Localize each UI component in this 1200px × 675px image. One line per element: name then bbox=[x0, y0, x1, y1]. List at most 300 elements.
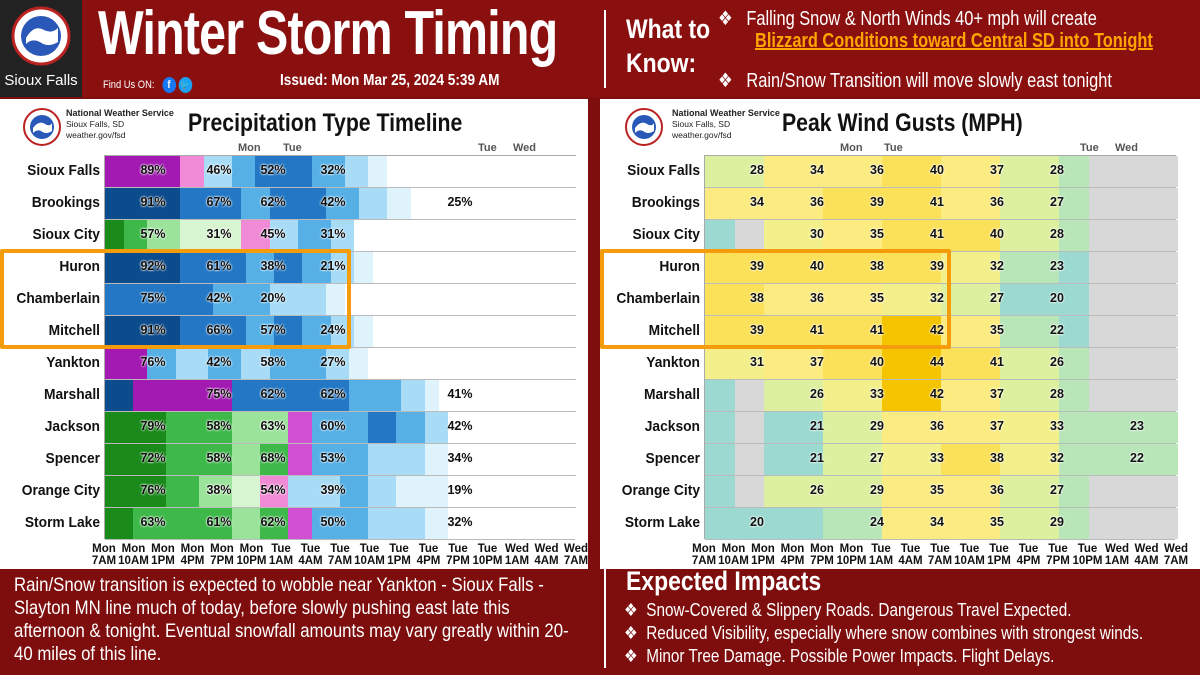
location-label: Jackson bbox=[44, 418, 100, 435]
location-label: Jackson bbox=[644, 418, 700, 435]
precip-type-segment bbox=[349, 348, 369, 379]
precip-probability: 62% bbox=[260, 195, 286, 209]
precip-probability: 75% bbox=[140, 291, 166, 305]
precip-type-segment bbox=[396, 476, 426, 507]
precip-type-segment bbox=[288, 380, 318, 411]
precip-type-segment bbox=[105, 444, 135, 475]
wind-gust-value: 39 bbox=[930, 259, 944, 273]
bottom-divider bbox=[604, 568, 606, 668]
wind-gust-cell bbox=[1118, 252, 1149, 283]
wind-gust-cell bbox=[1118, 284, 1149, 315]
precip-type-segment bbox=[354, 316, 374, 347]
wind-gust-value: 36 bbox=[990, 195, 1004, 209]
day-label: Tue bbox=[884, 142, 903, 154]
location-label: Sioux City bbox=[32, 226, 100, 243]
wtk-line2: Know: bbox=[626, 48, 697, 78]
wind-row bbox=[705, 220, 1175, 252]
wind-gust-value: 37 bbox=[990, 387, 1004, 401]
precip-type-segment bbox=[368, 476, 398, 507]
wind-gust-value: 34 bbox=[930, 515, 944, 529]
wind-gust-value: 28 bbox=[1050, 387, 1064, 401]
wind-gust-value: 41 bbox=[810, 323, 824, 337]
precip-row bbox=[105, 220, 575, 252]
precip-row bbox=[105, 156, 575, 188]
wind-gust-value: 38 bbox=[870, 259, 884, 273]
nws-badge-icon bbox=[22, 107, 62, 147]
precip-type-segment bbox=[166, 444, 200, 475]
precip-probability: 20% bbox=[260, 291, 286, 305]
wind-gust-value: 39 bbox=[750, 259, 764, 273]
x-tick-label: Wed 1AM bbox=[504, 543, 530, 567]
precip-type-segment bbox=[373, 316, 577, 347]
x-tick-label: Tue 10AM bbox=[954, 543, 985, 567]
wind-gust-cell bbox=[1089, 316, 1120, 347]
wind-gust-cell bbox=[1118, 188, 1149, 219]
wind-row bbox=[705, 508, 1175, 540]
wind-gust-value: 29 bbox=[1050, 515, 1064, 529]
wind-gust-cell bbox=[764, 220, 795, 251]
precip-probability: 92% bbox=[140, 259, 166, 273]
wind-row bbox=[705, 348, 1175, 380]
impact-item: ❖ Reduced Visibility, especially where snow combines with strongest winds. bbox=[624, 623, 1144, 643]
location-label: Chamberlain bbox=[616, 290, 700, 307]
precip-probability: 62% bbox=[320, 387, 346, 401]
precip-title: Precipitation Type Timeline bbox=[188, 109, 463, 137]
wind-title: Peak Wind Gusts (MPH) bbox=[782, 109, 1023, 137]
wind-gust-cell bbox=[1118, 508, 1149, 539]
wind-gust-cell bbox=[1118, 348, 1149, 379]
day-label: Mon bbox=[238, 142, 261, 154]
wind-gust-cell bbox=[1089, 284, 1120, 315]
wind-gust-cell bbox=[705, 444, 736, 475]
x-tick-label: Tue 10AM bbox=[354, 543, 385, 567]
wind-gust-cell bbox=[1148, 508, 1179, 539]
wind-gust-value: 32 bbox=[930, 291, 944, 305]
wind-gust-value: 27 bbox=[870, 451, 884, 465]
wind-gust-cell bbox=[735, 444, 766, 475]
precip-probability: 34% bbox=[447, 451, 473, 465]
x-tick-label: Tue 7AM bbox=[327, 543, 353, 567]
wind-gust-cell bbox=[705, 348, 736, 379]
location-label: Orange City bbox=[21, 482, 100, 499]
precip-probability: 41% bbox=[447, 387, 473, 401]
wind-gust-value: 28 bbox=[1050, 227, 1064, 241]
wind-gust-value: 36 bbox=[810, 195, 824, 209]
wind-row bbox=[705, 156, 1175, 188]
precip-probability: 46% bbox=[206, 163, 232, 177]
wind-gust-cell bbox=[705, 188, 736, 219]
precip-probability: 57% bbox=[140, 227, 166, 241]
wind-gust-value: 30 bbox=[810, 227, 824, 241]
wind-gust-value: 33 bbox=[870, 387, 884, 401]
x-tick-label: Tue 1AM bbox=[868, 543, 894, 567]
precip-type-segment bbox=[105, 508, 135, 539]
precip-probability: 63% bbox=[260, 419, 286, 433]
diamond-bullet-icon: ❖ bbox=[624, 646, 638, 666]
x-tick-label: Mon 7PM bbox=[210, 543, 234, 567]
wind-gust-value: 39 bbox=[750, 323, 764, 337]
wind-gust-cell bbox=[1118, 380, 1149, 411]
day-label: Mon bbox=[840, 142, 863, 154]
x-tick-label: Tue 7AM bbox=[927, 543, 953, 567]
wind-gust-cell bbox=[1148, 252, 1179, 283]
wind-gust-cell bbox=[1148, 316, 1179, 347]
wind-gust-value: 37 bbox=[990, 163, 1004, 177]
wind-gust-value: 40 bbox=[930, 163, 944, 177]
wind-row bbox=[705, 444, 1175, 476]
wind-gust-value: 22 bbox=[1130, 451, 1144, 465]
location-label: Chamberlain bbox=[16, 290, 100, 307]
wind-gust-value: 39 bbox=[870, 195, 884, 209]
wind-row bbox=[705, 380, 1175, 412]
precip-type-segment bbox=[345, 284, 577, 315]
location-label: Brookings bbox=[31, 194, 101, 211]
x-tick-label: Wed 4AM bbox=[534, 543, 559, 567]
wind-gust-cell bbox=[1148, 380, 1179, 411]
precip-type-segment bbox=[105, 380, 135, 411]
x-tick-label: Mon 4PM bbox=[180, 543, 205, 567]
wind-gust-value: 31 bbox=[750, 355, 764, 369]
wind-gust-value: 28 bbox=[750, 163, 764, 177]
precip-probability: 31% bbox=[320, 227, 346, 241]
precip-row bbox=[105, 188, 575, 220]
wind-gust-value: 33 bbox=[930, 451, 944, 465]
find-us-label: Find Us ON: bbox=[103, 78, 155, 91]
x-tick-label: Mon 4PM bbox=[780, 543, 805, 567]
wtk-line1: What to bbox=[626, 14, 711, 44]
wind-gust-value: 23 bbox=[1050, 259, 1064, 273]
wind-gust-cell bbox=[705, 380, 736, 411]
wind-gust-cell bbox=[705, 508, 736, 539]
precip-probability: 21% bbox=[320, 259, 346, 273]
wind-gust-cell bbox=[1118, 316, 1149, 347]
wind-gust-cell bbox=[705, 476, 736, 507]
social-links bbox=[103, 77, 192, 93]
wind-gust-cell bbox=[1089, 380, 1120, 411]
wind-gust-value: 29 bbox=[870, 483, 884, 497]
precip-probability: 52% bbox=[260, 163, 286, 177]
diamond-bullet-icon: ❖ bbox=[718, 70, 733, 92]
diamond-bullet-icon: ❖ bbox=[718, 8, 733, 30]
twitter-icon[interactable]: 🐦 bbox=[178, 77, 192, 93]
x-tick-label: Mon 10AM bbox=[718, 543, 749, 567]
precip-probability: 31% bbox=[206, 227, 232, 241]
precip-type-segment bbox=[378, 380, 403, 411]
wind-gust-value: 40 bbox=[870, 355, 884, 369]
wind-gust-value: 27 bbox=[1050, 483, 1064, 497]
wind-gust-cell bbox=[1148, 348, 1179, 379]
location-label: Storm Lake bbox=[24, 514, 100, 531]
wind-gust-cell bbox=[1089, 220, 1120, 251]
precip-probability: 66% bbox=[206, 323, 232, 337]
wind-gust-value: 20 bbox=[1050, 291, 1064, 305]
precip-type-segment bbox=[368, 444, 398, 475]
wind-gust-value: 36 bbox=[990, 483, 1004, 497]
wind-gust-value: 34 bbox=[810, 163, 824, 177]
wind-gust-cell bbox=[705, 156, 736, 187]
location-label: Mitchell bbox=[648, 322, 700, 339]
wind-gust-value: 32 bbox=[1050, 451, 1064, 465]
page-title: Winter Storm Timing bbox=[98, 0, 558, 68]
precip-type-segment bbox=[166, 476, 200, 507]
location-label: Yankton bbox=[46, 354, 100, 371]
x-tick-label: Wed 7AM bbox=[563, 543, 589, 567]
precip-probability: 72% bbox=[140, 451, 166, 465]
location-label: Marshall bbox=[44, 386, 100, 403]
precip-probability: 54% bbox=[260, 483, 286, 497]
precip-probability: 58% bbox=[206, 451, 232, 465]
nws-logo-block bbox=[0, 0, 82, 97]
wind-row bbox=[705, 188, 1175, 220]
wind-gust-value: 41 bbox=[930, 195, 944, 209]
wind-gust-value: 40 bbox=[990, 227, 1004, 241]
precip-probability: 79% bbox=[140, 419, 166, 433]
wind-gust-value: 33 bbox=[1050, 419, 1064, 433]
precip-type-segment bbox=[105, 220, 125, 251]
location-label: Marshall bbox=[644, 386, 700, 403]
precip-probability: 39% bbox=[320, 483, 346, 497]
precip-probability: 91% bbox=[140, 195, 166, 209]
wind-gust-value: 26 bbox=[1050, 355, 1064, 369]
precip-type-segment bbox=[411, 188, 577, 219]
wind-gust-cell bbox=[735, 412, 766, 443]
precip-probability: 42% bbox=[206, 355, 232, 369]
wind-gust-value: 41 bbox=[990, 355, 1004, 369]
wind-gust-cell bbox=[1089, 412, 1120, 443]
nws-badge: National Weather Service Sioux Falls, SD weather.gov/fsd bbox=[66, 108, 174, 140]
wind-gust-value: 37 bbox=[810, 355, 824, 369]
wind-gust-cell bbox=[735, 220, 766, 251]
wind-gust-value: 26 bbox=[810, 483, 824, 497]
wind-gust-value: 24 bbox=[870, 515, 884, 529]
wind-gust-value: 28 bbox=[1050, 163, 1064, 177]
wind-gust-value: 35 bbox=[870, 291, 884, 305]
office-name: Sioux Falls bbox=[4, 72, 78, 89]
precip-type-segment bbox=[396, 412, 426, 443]
header-divider bbox=[604, 10, 606, 88]
precip-probability: 32% bbox=[447, 515, 473, 529]
precip-probability: 63% bbox=[140, 515, 166, 529]
precip-type-segment bbox=[354, 220, 576, 251]
wind-gust-cell bbox=[1148, 476, 1179, 507]
precip-probability: 45% bbox=[260, 227, 286, 241]
wind-gust-cell bbox=[735, 476, 766, 507]
wind-gust-value: 35 bbox=[930, 483, 944, 497]
x-tick-label: Mon 10PM bbox=[236, 543, 267, 567]
wind-gust-cell bbox=[764, 476, 795, 507]
wind-gust-value: 35 bbox=[990, 515, 1004, 529]
precip-probability: 75% bbox=[206, 387, 232, 401]
precip-probability: 58% bbox=[206, 419, 232, 433]
location-label: Storm Lake bbox=[624, 514, 700, 531]
wind-gust-value: 44 bbox=[930, 355, 944, 369]
wind-gust-value: 21 bbox=[810, 419, 824, 433]
header-bar bbox=[0, 0, 1200, 97]
precip-probability: 50% bbox=[320, 515, 346, 529]
x-tick-label: Mon 10PM bbox=[836, 543, 867, 567]
precip-probability: 76% bbox=[140, 355, 166, 369]
what-to-know-label bbox=[626, 12, 710, 80]
precip-type-segment bbox=[288, 444, 313, 475]
wind-gust-value: 26 bbox=[810, 387, 824, 401]
wind-gust-cell bbox=[735, 380, 766, 411]
x-tick-label: Tue 7PM bbox=[1046, 543, 1070, 567]
wind-gust-cell bbox=[1089, 444, 1120, 475]
wind-gust-value: 38 bbox=[990, 451, 1004, 465]
x-tick-label: Mon 10AM bbox=[118, 543, 149, 567]
wind-gust-cell bbox=[705, 220, 736, 251]
wind-gust-value: 41 bbox=[870, 323, 884, 337]
x-tick-label: Tue 1PM bbox=[987, 543, 1011, 567]
day-label: Wed bbox=[1115, 142, 1139, 154]
precip-probability: 76% bbox=[140, 483, 166, 497]
x-tick-label: Tue 10PM bbox=[472, 543, 503, 567]
precip-probability: 42% bbox=[320, 195, 346, 209]
x-tick-label: Mon 7PM bbox=[810, 543, 834, 567]
precip-type-segment bbox=[359, 188, 389, 219]
bullet-1 bbox=[718, 6, 1097, 31]
precip-type-segment bbox=[288, 508, 313, 539]
wind-gust-cell bbox=[1148, 188, 1179, 219]
precip-row bbox=[105, 476, 575, 508]
precip-probability: 89% bbox=[140, 163, 166, 177]
impact-item: ❖ Minor Tree Damage. Possible Power Impacts. Flight Delays. bbox=[624, 646, 1055, 666]
precip-type-segment bbox=[368, 156, 388, 187]
precip-probability: 61% bbox=[206, 259, 232, 273]
wind-gust-value: 38 bbox=[750, 291, 764, 305]
precip-type-segment bbox=[401, 380, 426, 411]
x-tick-label: Wed 1AM bbox=[1104, 543, 1130, 567]
precip-probability: 62% bbox=[260, 515, 286, 529]
precip-probability: 68% bbox=[260, 451, 286, 465]
wind-row bbox=[705, 412, 1175, 444]
wind-gust-cell bbox=[1089, 156, 1120, 187]
wind-gust-value: 35 bbox=[990, 323, 1004, 337]
wind-gust-cell bbox=[794, 508, 825, 539]
discussion-text: Rain/Snow transition is expected to wobble near Yankton - Sioux Falls - Slayton MN line much of today, before slowly pushing east late this afternoon & tonight. Eventual snowfall amounts may vary greatly within 20-40 miles of this line. bbox=[14, 574, 569, 665]
wind-gust-value: 36 bbox=[810, 291, 824, 305]
nws-logo-icon bbox=[0, 0, 82, 70]
precip-probability: 57% bbox=[260, 323, 286, 337]
x-tick-label: Tue 1AM bbox=[268, 543, 294, 567]
location-label: Sioux Falls bbox=[27, 162, 100, 179]
x-tick-label: Wed 4AM bbox=[1134, 543, 1159, 567]
wind-gust-cell bbox=[764, 380, 795, 411]
wind-gust-value: 22 bbox=[1050, 323, 1064, 337]
wind-gust-cell bbox=[705, 412, 736, 443]
wind-gust-value: 37 bbox=[990, 419, 1004, 433]
precip-type-segment bbox=[368, 348, 576, 379]
x-tick-label: Tue 4PM bbox=[416, 543, 441, 567]
wind-gust-value: 21 bbox=[810, 451, 824, 465]
facebook-icon[interactable]: f bbox=[162, 77, 176, 93]
precip-type-segment bbox=[368, 412, 398, 443]
x-tick-label: Wed 7AM bbox=[1163, 543, 1189, 567]
precip-probability: 24% bbox=[320, 323, 346, 337]
blizzard-link[interactable]: Blizzard Conditions toward Central SD into Tonight bbox=[755, 30, 1153, 52]
bullet-2-text: Rain/Snow Transition will move slowly east tonight bbox=[746, 70, 1112, 92]
precip-type-segment bbox=[288, 412, 313, 443]
x-tick-label: Mon 1PM bbox=[751, 543, 775, 567]
location-label: Huron bbox=[659, 258, 700, 275]
impact-item: ❖ Snow-Covered & Slippery Roads. Dangerous Travel Expected. bbox=[624, 600, 1072, 620]
issued-time: Issued: Mon Mar 25, 2024 5:39 AM bbox=[280, 72, 500, 89]
wind-gust-cell bbox=[1089, 188, 1120, 219]
precip-row bbox=[105, 348, 575, 380]
precip-probability: 42% bbox=[447, 419, 473, 433]
precip-probability: 27% bbox=[320, 355, 346, 369]
wind-panel bbox=[600, 99, 1200, 569]
nws-badge-icon bbox=[624, 107, 664, 147]
precip-type-segment bbox=[396, 444, 426, 475]
bullet-2 bbox=[718, 68, 1112, 93]
location-label: Yankton bbox=[646, 354, 700, 371]
wind-gust-cell bbox=[1089, 348, 1120, 379]
wind-gust-cell bbox=[764, 412, 795, 443]
day-label: Tue bbox=[283, 142, 302, 154]
day-label: Tue bbox=[1080, 142, 1099, 154]
precip-row bbox=[105, 412, 575, 444]
wind-gust-value: 27 bbox=[990, 291, 1004, 305]
diamond-bullet-icon: ❖ bbox=[624, 600, 638, 620]
x-tick-label: Tue 1PM bbox=[387, 543, 411, 567]
x-tick-label: Mon 7AM bbox=[691, 543, 717, 567]
precip-type-segment bbox=[288, 476, 313, 507]
location-label: Huron bbox=[59, 258, 100, 275]
wind-gust-value: 20 bbox=[750, 515, 764, 529]
day-label: Wed bbox=[513, 142, 537, 154]
precip-probability: 61% bbox=[206, 515, 232, 529]
x-tick-label: Mon 1PM bbox=[151, 543, 175, 567]
wind-gust-value: 27 bbox=[1050, 195, 1064, 209]
bullet-1-text: Falling Snow & North Winds 40+ mph will create bbox=[746, 8, 1097, 30]
x-tick-label: Tue 10PM bbox=[1072, 543, 1103, 567]
location-label: Brookings bbox=[631, 194, 700, 211]
precip-type-segment bbox=[354, 252, 374, 283]
wind-gust-value: 29 bbox=[870, 419, 884, 433]
wind-gust-cell bbox=[1118, 476, 1149, 507]
precip-type-segment bbox=[166, 412, 200, 443]
precip-type-segment bbox=[373, 252, 577, 283]
precip-probability: 38% bbox=[206, 483, 232, 497]
wind-gust-value: 36 bbox=[870, 163, 884, 177]
wind-gust-cell bbox=[1148, 220, 1179, 251]
location-label: Mitchell bbox=[48, 322, 100, 339]
focus-highlight-box bbox=[0, 249, 351, 349]
wind-gust-value: 41 bbox=[930, 227, 944, 241]
wind-gust-value: 36 bbox=[930, 419, 944, 433]
wind-gust-cell bbox=[1148, 284, 1179, 315]
diamond-bullet-icon: ❖ bbox=[624, 623, 638, 643]
precip-probability: 53% bbox=[320, 451, 346, 465]
x-tick-label: Tue 7PM bbox=[446, 543, 470, 567]
nws-badge: National Weather Service Sioux Falls, SD weather.gov/fsd bbox=[672, 108, 780, 140]
day-label: Tue bbox=[478, 142, 497, 154]
location-label: Sioux City bbox=[632, 226, 700, 243]
focus-highlight-box bbox=[600, 249, 951, 349]
precip-probability: 62% bbox=[260, 387, 286, 401]
location-label: Sioux Falls bbox=[627, 162, 700, 179]
impacts-title: Expected Impacts bbox=[626, 566, 822, 596]
precip-type-segment bbox=[105, 476, 135, 507]
wind-gust-value: 35 bbox=[870, 227, 884, 241]
wind-gust-cell bbox=[1089, 508, 1120, 539]
location-label: Spencer bbox=[645, 450, 700, 467]
wind-gust-value: 23 bbox=[1130, 419, 1144, 433]
wind-gust-cell bbox=[1089, 252, 1120, 283]
precip-type-segment bbox=[166, 508, 200, 539]
precip-row bbox=[105, 444, 575, 476]
